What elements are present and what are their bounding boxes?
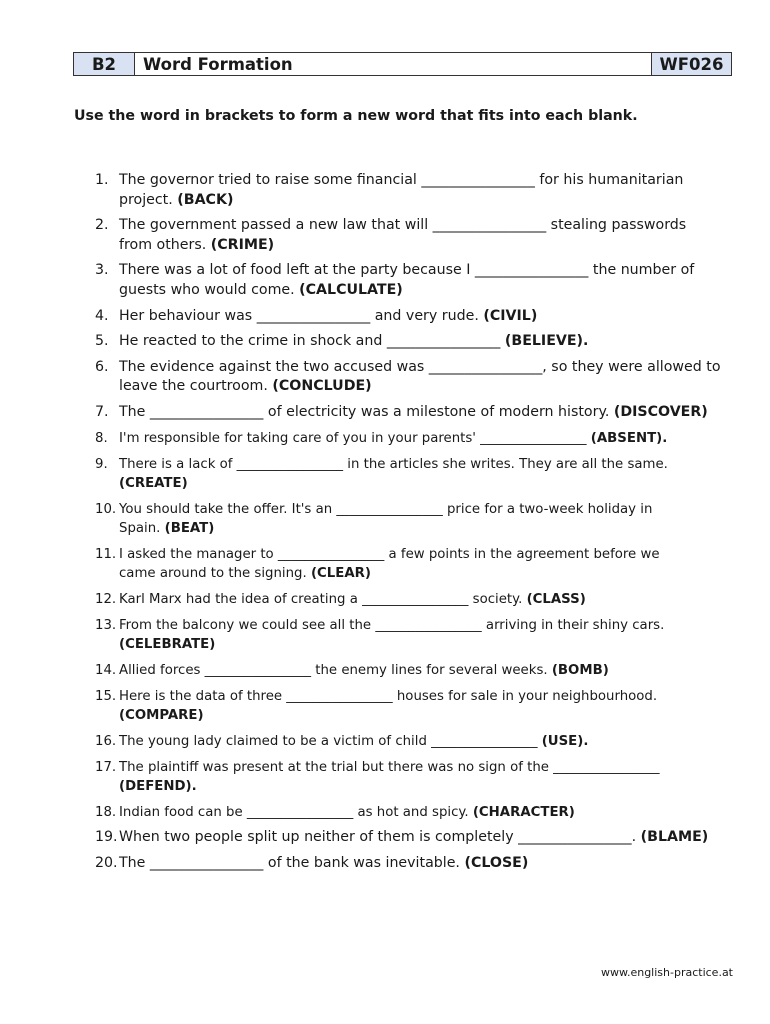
exercise-item xyxy=(95,590,737,610)
exercise-number: 6. xyxy=(95,358,109,375)
exercise-item xyxy=(95,758,737,797)
exercise-text xyxy=(119,687,737,726)
exercise-number: 14. xyxy=(95,662,117,678)
exercise-keyword: (BELIEVE). xyxy=(504,333,589,350)
exercise-item xyxy=(95,429,737,449)
exercise-keyword: (DEFEND). xyxy=(119,779,197,794)
exercise-sentence: From the balcony we could see all the ________________ arriving in their shiny cars. xyxy=(119,617,665,633)
exercise-item xyxy=(95,803,737,823)
exercise-number: 2. xyxy=(95,217,109,234)
exercise-text xyxy=(119,429,737,449)
instructions: Use the word in brackets to form a new word that fits into each blank. xyxy=(74,108,638,124)
exercise-keyword: (BACK) xyxy=(177,191,234,208)
exercise-keyword: (ABSENT). xyxy=(590,430,668,446)
exercise-sentence: The young lady claimed to be a victim of child ________________ xyxy=(119,733,538,749)
exercise-keyword: (CREATE) xyxy=(119,476,188,491)
exercise-number: 12. xyxy=(95,592,117,608)
exercise-number: 13. xyxy=(95,617,117,633)
exercise-sentence: You should take the offer. It's an ________________ price for a two-week holiday in Spain. xyxy=(119,501,653,537)
exercise-text xyxy=(119,590,737,610)
exercise-number: 5. xyxy=(95,333,109,350)
exercise-item xyxy=(95,828,737,848)
exercise-number: 18. xyxy=(95,804,117,820)
exercise-text xyxy=(119,261,737,300)
exercise-keyword: (BEAT) xyxy=(164,521,215,537)
exercise-number: 4. xyxy=(95,307,109,324)
exercise-text xyxy=(119,332,737,352)
exercise-item xyxy=(95,216,737,255)
exercise-text xyxy=(119,803,737,823)
exercise-keyword: (CLOSE) xyxy=(464,855,529,872)
exercise-text xyxy=(119,616,737,655)
worksheet-title: Word Formation xyxy=(135,53,652,75)
exercise-text xyxy=(119,545,737,584)
exercise-sentence: The ________________ of the bank was inevitable. xyxy=(119,855,460,872)
exercise-keyword: (CIVIL) xyxy=(483,307,538,324)
exercise-text xyxy=(119,661,737,681)
exercise-sentence: Her behaviour was ________________ and very rude. xyxy=(119,307,479,324)
exercise-sentence: The evidence against the two accused was ________________, so they were allowed to leave the courtroom. xyxy=(119,358,721,395)
exercise-text xyxy=(119,758,737,797)
exercise-text xyxy=(119,307,737,327)
worksheet-header xyxy=(73,52,732,76)
exercise-sentence: The government passed a new law that will ________________ stealing passwords from others. xyxy=(119,217,687,253)
exercise-keyword: (CELEBRATE) xyxy=(119,637,216,653)
exercise-keyword: (CRIME) xyxy=(210,236,275,253)
exercise-number: 17. xyxy=(95,759,117,775)
exercise-sentence: The plaintiff was present at the trial but there was no sign of the ________________ xyxy=(119,759,660,775)
level-label: B2 xyxy=(74,53,135,75)
exercise-item xyxy=(95,332,737,352)
exercise-sentence: Karl Marx had the idea of creating a ________________ society. xyxy=(119,592,523,608)
exercise-item xyxy=(95,455,737,494)
exercise-text xyxy=(119,732,737,752)
exercise-text xyxy=(119,216,737,255)
exercise-text xyxy=(119,403,737,423)
exercise-item xyxy=(95,545,737,584)
exercise-item xyxy=(95,854,737,874)
exercise-sentence: There was a lot of food left at the party because I ________________ the number of guests who would come. xyxy=(119,262,695,298)
exercise-item xyxy=(95,307,737,327)
exercise-keyword: (USE). xyxy=(541,733,589,749)
exercise-number: 9. xyxy=(95,456,108,472)
exercise-keyword: (BLAME) xyxy=(640,829,709,846)
exercise-sentence: Here is the data of three ________________ houses for sale in your neighbourhood. xyxy=(119,688,658,704)
exercise-sentence: There is a lack of ________________ in the articles she writes. They are all the same. xyxy=(119,456,668,472)
exercise-item xyxy=(95,358,737,397)
worksheet-code: WF026 xyxy=(652,53,731,75)
exercise-item xyxy=(95,687,737,726)
exercise-text xyxy=(119,171,737,210)
exercise-number: 1. xyxy=(95,172,109,188)
exercise-sentence: When two people split up neither of them is completely ________________. xyxy=(119,829,637,846)
exercise-keyword: (DISCOVER) xyxy=(613,404,708,421)
exercise-list xyxy=(95,171,737,880)
exercise-text xyxy=(119,500,737,539)
exercise-number: 16. xyxy=(95,733,117,749)
exercise-item xyxy=(95,261,737,300)
exercise-number: 20. xyxy=(95,855,118,872)
exercise-item xyxy=(95,500,737,539)
exercise-sentence: Indian food can be ________________ as hot and spicy. xyxy=(119,804,469,820)
footer-url: www.english-practice.at xyxy=(600,966,733,979)
exercise-text xyxy=(119,828,737,848)
exercise-sentence: I asked the manager to ________________ a few points in the agreement before we came around to the signing. xyxy=(119,546,660,582)
exercise-item xyxy=(95,661,737,681)
exercise-sentence: I'm responsible for taking care of you in your parents' ________________ xyxy=(119,430,587,446)
exercise-number: 10. xyxy=(95,501,117,517)
exercise-sentence: Allied forces ________________ the enemy lines for several weeks. xyxy=(119,662,548,678)
exercise-item xyxy=(95,616,737,655)
exercise-text xyxy=(119,854,737,874)
exercise-text xyxy=(119,455,737,494)
exercise-number: 11. xyxy=(95,546,117,562)
exercise-keyword: (CLEAR) xyxy=(310,566,371,582)
exercise-sentence: He reacted to the crime in shock and ________________ xyxy=(119,333,501,350)
exercise-item xyxy=(95,171,737,210)
exercise-text xyxy=(119,358,737,397)
exercise-sentence: The ________________ of electricity was a milestone of modern history. xyxy=(119,404,610,421)
exercise-number: 3. xyxy=(95,262,109,279)
exercise-item xyxy=(95,732,737,752)
exercise-keyword: (CONCLUDE) xyxy=(272,378,372,395)
exercise-keyword: (CALCULATE) xyxy=(299,281,403,298)
exercise-keyword: (COMPARE) xyxy=(119,708,204,724)
exercise-keyword: (CLASS) xyxy=(526,592,586,608)
exercise-keyword: (CHARACTER) xyxy=(472,804,575,820)
exercise-number: 19. xyxy=(95,829,118,846)
exercise-number: 7. xyxy=(95,404,109,421)
exercise-item xyxy=(95,403,737,423)
exercise-number: 15. xyxy=(95,688,117,704)
exercise-sentence: The governor tried to raise some financial ________________ for his humanitarian project. xyxy=(119,172,684,208)
exercise-number: 8. xyxy=(95,430,108,446)
exercise-keyword: (BOMB) xyxy=(551,662,609,678)
